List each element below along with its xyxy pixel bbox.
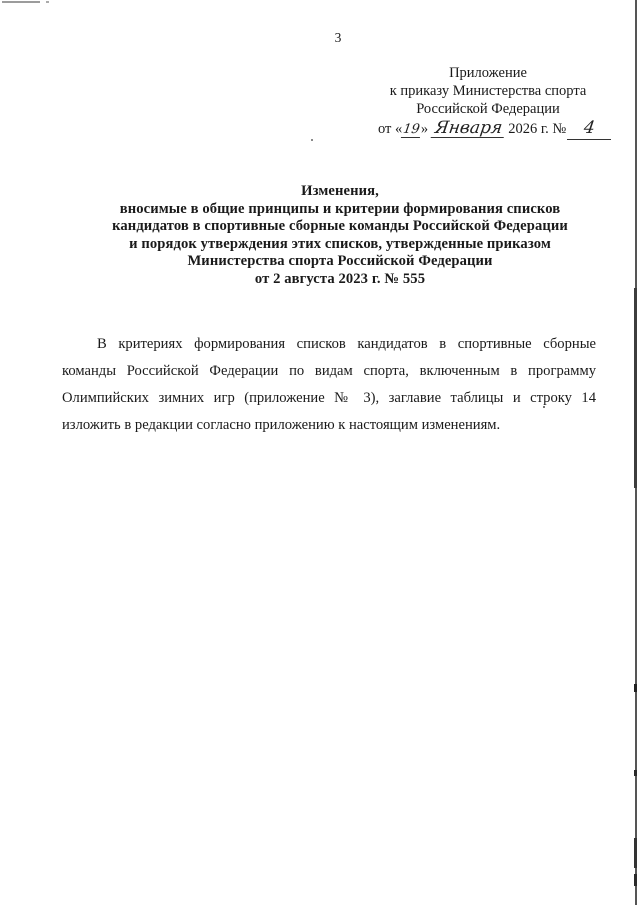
appendix-block bbox=[378, 64, 598, 143]
handwritten-day: 19 bbox=[402, 122, 421, 137]
page-number: 3 bbox=[334, 30, 342, 45]
scan-artifact-notch bbox=[634, 684, 637, 692]
date-year: 2026 г. № bbox=[508, 121, 567, 137]
appendix-line: Российской Федерации bbox=[416, 101, 560, 117]
appendix-line: к приказу Министерства спорта bbox=[389, 83, 587, 99]
scan-artifact-top-dot bbox=[46, 1, 49, 3]
body-line: В критериях формирования списков кандидатов в спортивные сборные bbox=[97, 335, 596, 352]
title-line: Министерства спорта Российской Федерации bbox=[187, 253, 493, 270]
handwritten-number: 4 bbox=[582, 118, 597, 138]
scan-artifact-notch bbox=[634, 288, 637, 488]
appendix-line: Приложение bbox=[449, 65, 527, 81]
title-line: Изменения, bbox=[301, 183, 379, 199]
title-line: и порядок утверждения этих списков, утвержденные приказом bbox=[129, 235, 551, 252]
body-line: изложить в редакции согласно приложению к настоящим изменениям. bbox=[62, 416, 501, 433]
body-line: Олимпийских зимних игр (приложение № 3), заглавие таблицы и строку 14 bbox=[62, 389, 596, 406]
scan-artifact-notch bbox=[634, 770, 637, 776]
order-number-underline bbox=[567, 119, 611, 140]
body-line: команды Российской Федерации по видам спорта, включенным в программу bbox=[62, 362, 596, 379]
document-title bbox=[73, 183, 607, 289]
appendix-date-line bbox=[378, 119, 598, 143]
handwritten-month: Января bbox=[431, 119, 507, 138]
scan-artifact-notch bbox=[634, 874, 637, 886]
scan-artifact-speck bbox=[543, 406, 545, 408]
scan-artifact-notch bbox=[634, 838, 637, 868]
scan-artifact-speck bbox=[311, 139, 313, 141]
date-close-quote: » bbox=[420, 121, 429, 137]
date-prefix: от « bbox=[378, 121, 403, 137]
scan-artifact-top-line bbox=[2, 1, 40, 3]
title-line: кандидатов в спортивные сборные команды Российской Федерации bbox=[112, 218, 568, 235]
title-line: от 2 августа 2023 г. № 555 bbox=[254, 270, 426, 287]
title-line: вносимые в общие принципы и критерии формирования списков bbox=[119, 200, 561, 217]
body-paragraph bbox=[62, 331, 596, 439]
